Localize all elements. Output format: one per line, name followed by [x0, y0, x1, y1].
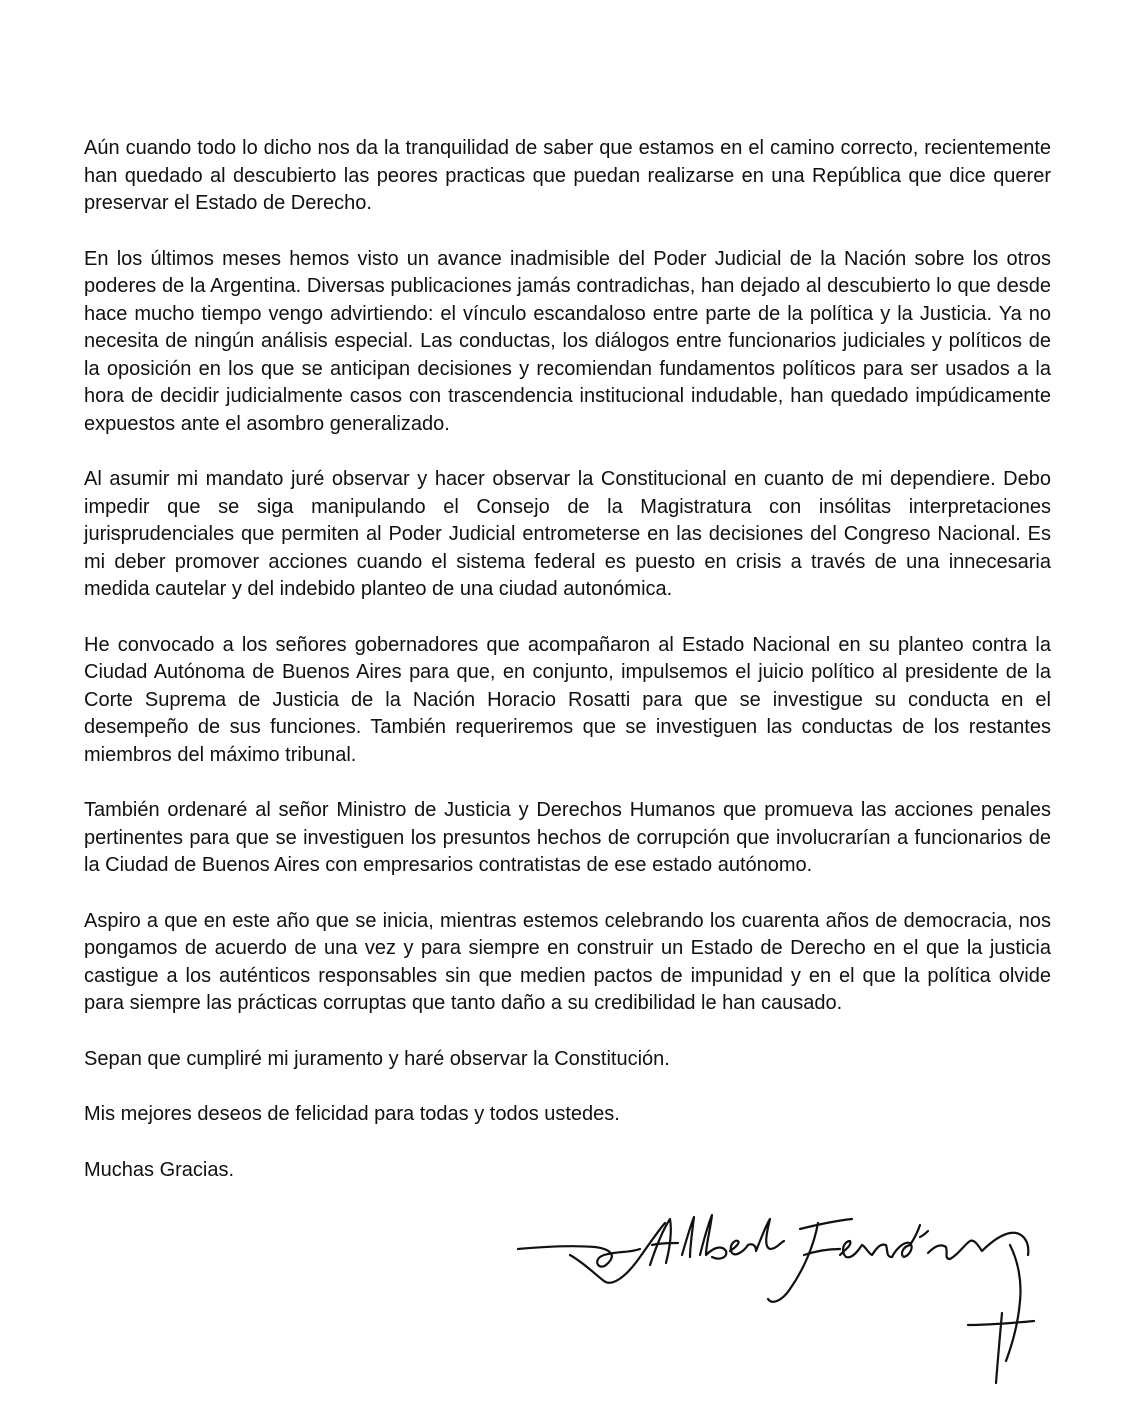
closing-line: Muchas Gracias.	[84, 1158, 235, 1181]
signature	[500, 1185, 1060, 1395]
paragraph-1: Aún cuando todo lo dicho nos da la tranquilidad de saber que estamos en el camino correcto, recientemente han quedado al descubierto las peores practicas que puedan realizarse en una República que dice querer preservar el Estado de Derecho.	[84, 137, 1051, 214]
signature-drawing	[500, 1185, 1060, 1395]
paragraph-4: He convocado a los señores gobernadores que acompañaron al Estado Nacional en su planteo contra la Ciudad Autónoma de Buenos Aires para que, en conjunto, impulsemos el juicio político al presidente de la Corte Suprema de Justicia de la Nación Horacio Rosatti para que se investigue su conducta en el desempeño de sus funciones. También requeriremos que se investiguen las conductas de los restantes miembros del máximo tribunal.	[84, 633, 1051, 766]
letter-body	[84, 135, 1051, 1212]
paragraph-8: Mis mejores deseos de felicidad para todas y todos ustedes.	[84, 1103, 620, 1125]
paragraph-6: Aspiro a que en este año que se inicia, mientras estemos celebrando los cuarenta años de democracia, nos pongamos de acuerdo de una vez y para siempre en construir un Estado de Derecho en el que la justicia castigue a los auténticos responsables sin que medien pactos de impunidad y en el que la política olvide para siempre las prácticas corruptas que tanto daño a su credibilidad le han causado.	[84, 909, 1051, 1014]
paragraph-2: En los últimos meses hemos visto un avance inadmisible del Poder Judicial de la Nación sobre los otros poderes de la Argentina. Diversas publicaciones jamás contradichas, han dejado al descubierto lo que desde hace mucho tiempo vengo advirtiendo: el vínculo escandaloso entre parte de la política y la Justicia. Ya no necesita de ningún análisis especial. Las conductas, los diálogos entre funcionarios judiciales y políticos de la oposición en los que se anticipan decisiones y recomiendan fundamentos políticos para ser usados a la hora de decidir judicialmente casos con trascendencia institucional indudable, han quedado impúdicamente expuestos ante el asombro generalizado.	[84, 247, 1051, 435]
paragraph-7: Sepan que cumpliré mi juramento y haré observar la Constitución.	[84, 1047, 670, 1070]
paragraph-5: También ordenaré al señor Ministro de Justicia y Derechos Humanos que promueva las acciones penales pertinentes para que se investiguen los presuntos hechos de corrupción que involucrarían a funcionarios de la Ciudad de Buenos Aires con empresarios contratistas de ese estado autónomo.	[84, 799, 1051, 876]
paragraph-3: Al asumir mi mandato juré observar y hacer observar la Constitucional en cuanto de mi dependiere. Debo impedir que se siga manipulando el Consejo de la Magistratura con insólitas interpretaciones jurisprudenciales que permiten al Poder Judicial entrometerse en las decisiones del Congreso Nacional. Es mi deber promover acciones cuando el sistema federal es puesto en crisis a través de una innecesaria medida cautelar y del indebido planteo de una ciudad autonómica.	[84, 468, 1051, 600]
